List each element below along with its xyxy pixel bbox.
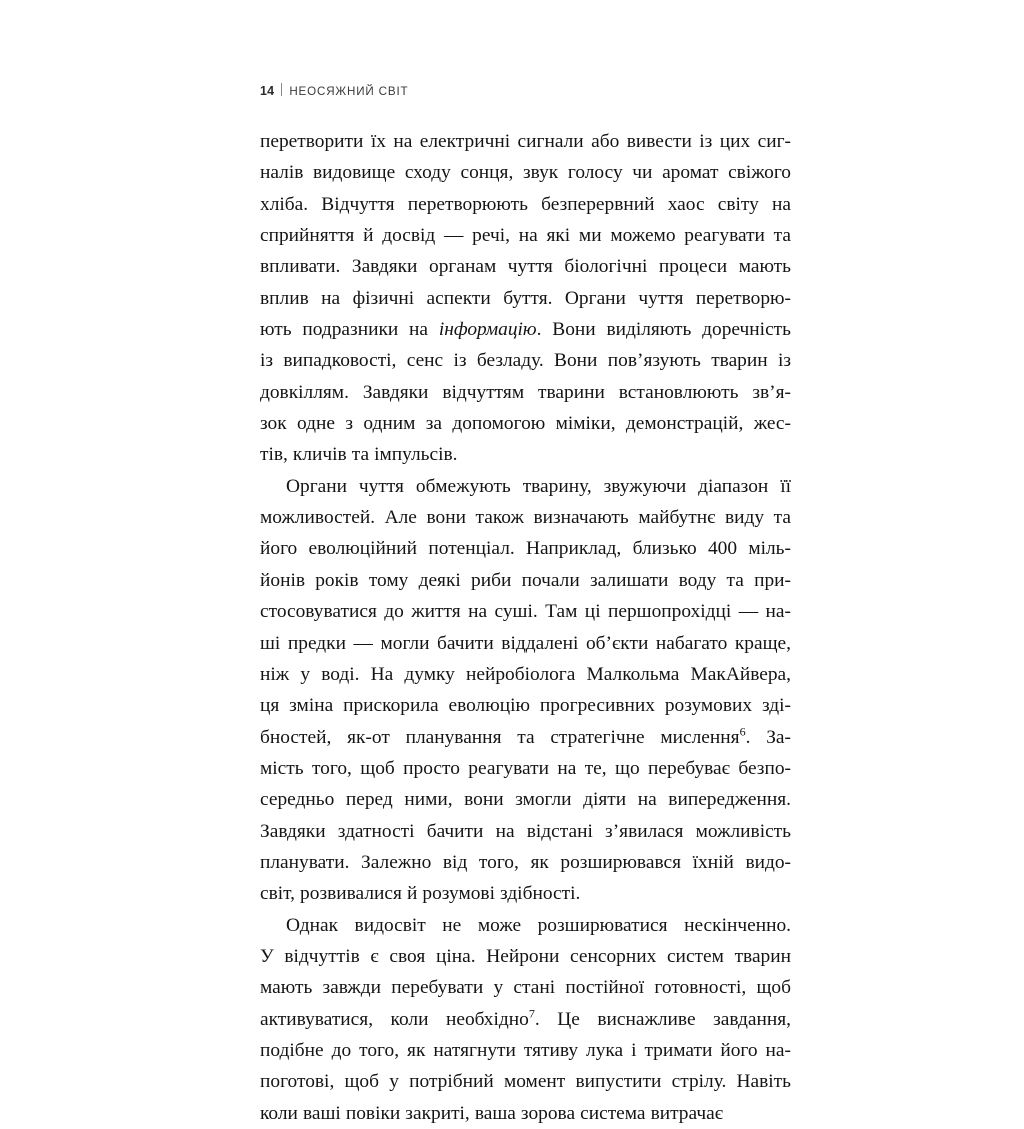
text-line: можливостей. Але вони також визначають майбутнє виду та: [260, 507, 791, 529]
paragraph-2: [260, 471, 791, 910]
paragraph-3: [260, 910, 791, 1129]
footnote-marker-6: 6: [739, 724, 746, 739]
text-line: стосовуватися до життя на суші. Там ці першопрохідці — на-: [260, 601, 791, 623]
page-number: 14: [260, 84, 275, 98]
text-line: тів, кличів та імпульсів.: [260, 444, 458, 466]
text-line: поготові, щоб у потрібний момент випустити стрілу. Навіть: [260, 1071, 791, 1093]
text-line: мість того, щоб просто реагувати на те, що перебуває безпо-: [260, 757, 791, 779]
text-line: ші предки — могли бачити віддалені об’єкти набагато краще,: [260, 632, 791, 654]
paragraph-1: [260, 126, 791, 471]
text-line: середньо перед ними, вони змогли діяти на випередження.: [260, 789, 791, 811]
text-line: активуватися, коли необхідно$^7$. Це виснажливе завдання,: [260, 1006, 791, 1030]
text-line: подібне до того, як натягнути тятиву лука і тримати його на-: [260, 1039, 791, 1061]
text-line: бностей, як-от планування та стратегічне мислення$^6$. За-: [260, 724, 791, 748]
text-line: вплив на фізичні аспекти буття. Органи чуття перетворю-: [260, 287, 791, 309]
running-header: [260, 82, 408, 98]
text-line: світ, розвивалися й розумові здібності.: [260, 883, 581, 905]
italic-term: інформацію: [438, 319, 537, 341]
text-line: Органи чуття обмежують тварину, звужуючи діапазон її: [286, 475, 791, 497]
text-line: У відчуттів є своя ціна. Нейрони сенсорних систем тварин: [260, 945, 791, 967]
running-title: НЕОСЯЖНИЙ СВІТ: [289, 85, 409, 98]
text-line: мають завжди перебувати у стані постійної готовності, щоб: [260, 977, 791, 999]
text-line: його еволюційний потенціал. Наприклад, близько 400 міль-: [260, 538, 791, 560]
text-line: налів видовище сходу сонця, звук голосу чи аромат свіжого: [260, 162, 791, 184]
text-line: коли ваші повіки закриті, ваша зорова система витрачає: [260, 1102, 724, 1124]
body-text-block: [260, 126, 791, 1129]
header-separator-rule: [281, 83, 282, 96]
text-line: із випадковості, сенс із безладу. Вони пов’язують тварин із: [260, 350, 791, 372]
text-line: сприйняття й досвід — речі, на які ми можемо реагувати та: [260, 225, 791, 247]
footnote-marker-7: 7: [528, 1006, 535, 1021]
text-line: перетворити їх на електричні сигнали або вивести із цих сиг-: [260, 131, 791, 152]
text-line: зок одне з одним за допомогою міміки, демонстрацій, жес-: [260, 413, 791, 435]
text-line: ніж у воді. На думку нейробіолога Малкольма МакАйвера,: [260, 663, 791, 685]
text-line: ють подразники на інформацію. Вони виділяють доречність: [260, 319, 791, 341]
text-line: ця зміна прискорила еволюцію прогресивних розумових зді-: [260, 695, 791, 717]
text-line: хліба. Відчуття перетворюють безперервний хаос світу на: [260, 193, 791, 215]
text-line: Завдяки здатності бачити на відстані з’явилася можливість: [260, 820, 791, 842]
text-line: планувати. Залежно від того, як розширювався їхній видо-: [260, 851, 791, 873]
text-line: Однак видосвіт не може розширюватися нескінченно.: [286, 914, 791, 936]
text-line: довкіллям. Завдяки відчуттям тварини встановлюють зв’я-: [260, 381, 791, 403]
text-line: впливати. Завдяки органам чуття біологічні процеси мають: [260, 256, 791, 278]
text-line: йонів років тому деякі риби почали залишати воду та при-: [260, 569, 791, 591]
